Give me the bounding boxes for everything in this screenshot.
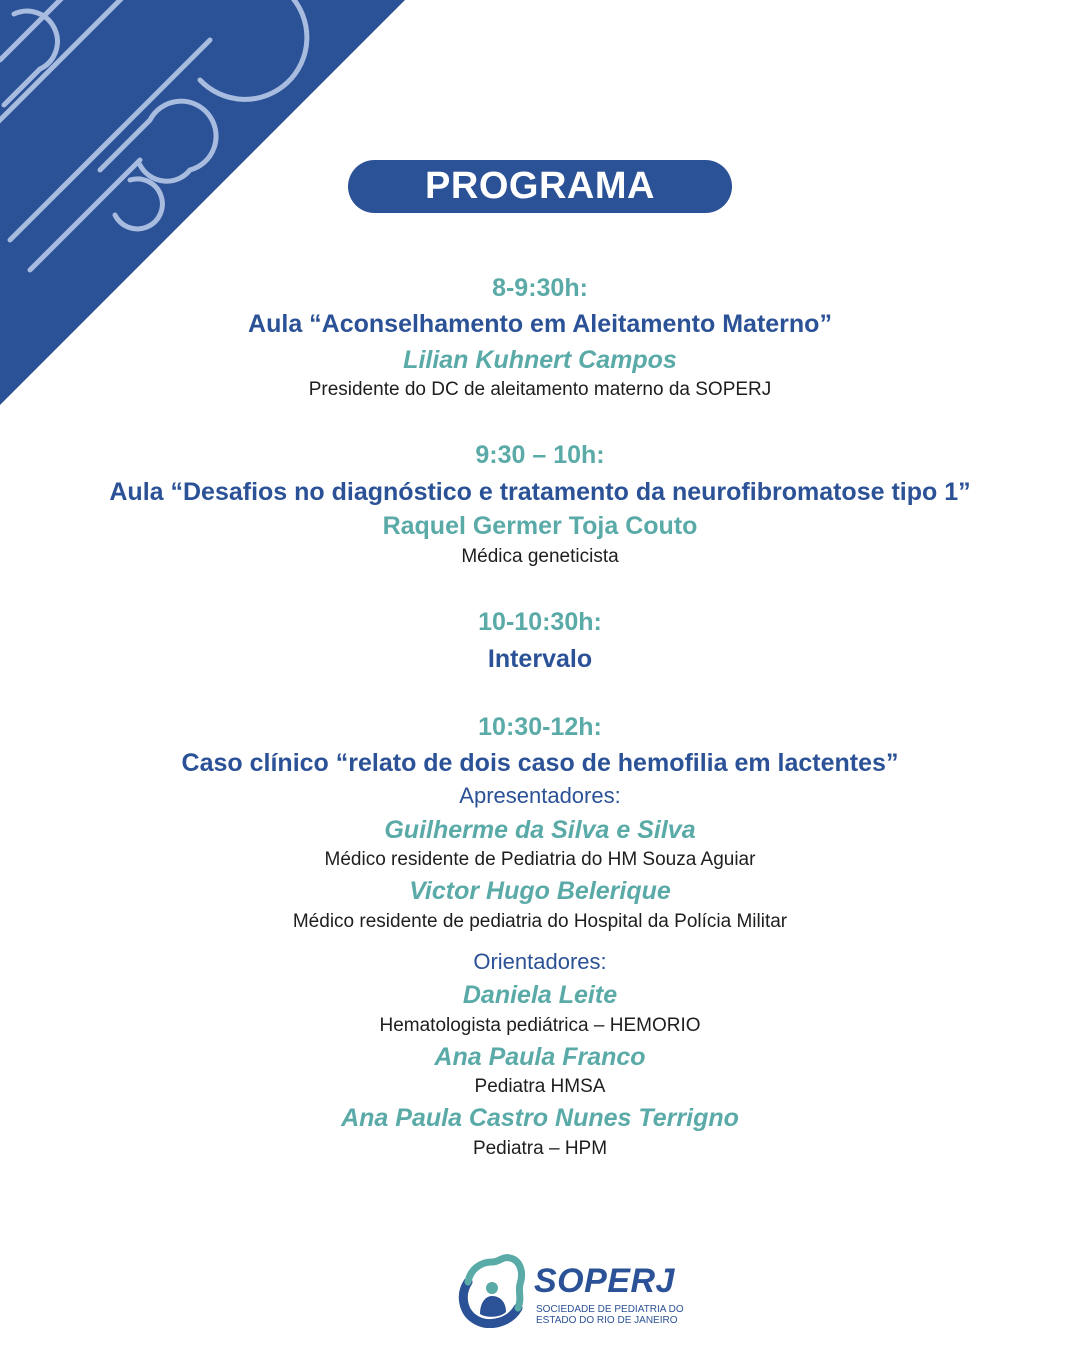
advisor-3-name: Ana Paula Castro Nunes Terrigno — [341, 1104, 739, 1132]
presenters-label: Apresentadores: — [459, 783, 621, 808]
session-2-title: Aula “Desafios no diagnóstico e tratamento da neurofibromatose tipo 1” — [109, 478, 971, 506]
logo-wordmark: SOPERJ — [534, 1262, 675, 1300]
presenter-1-name: Guilherme da Silva e Silva — [384, 816, 696, 844]
session-2-time: 9:30 – 10h: — [475, 441, 605, 469]
session-1-time: 8-9:30h: — [492, 274, 588, 302]
session-1-title: Aula “Aconselhamento em Aleitamento Materno” — [248, 310, 832, 338]
soperj-logo — [456, 1252, 684, 1332]
session-2-speaker-name: Raquel Germer Toja Couto — [382, 512, 698, 540]
soperj-logo-icon — [456, 1252, 526, 1328]
session-3-title: Intervalo — [487, 645, 593, 673]
advisor-1-role: Hematologista pediátrica – HEMORIO — [379, 1015, 701, 1036]
advisor-2-name: Ana Paula Franco — [434, 1043, 646, 1071]
advisor-1-name: Daniela Leite — [462, 981, 618, 1009]
advisor-2-role: Pediatra HMSA — [474, 1076, 606, 1097]
logo-subtitle-line-2: ESTADO DO RIO DE JANEIRO — [536, 1315, 678, 1326]
session-1-speaker-role: Presidente do DC de aleitamento materno da SOPERJ — [308, 379, 772, 400]
presenter-2-name: Victor Hugo Belerique — [409, 877, 671, 905]
session-4-time: 10:30-12h: — [478, 713, 602, 741]
presenter-1-role: Médico residente de Pediatria do HM Souza Aguiar — [324, 849, 756, 870]
session-3-time: 10-10:30h: — [478, 608, 602, 636]
session-4-title: Caso clínico “relato de dois caso de hemofilia em lactentes” — [181, 749, 899, 777]
session-1-speaker-name: Lilian Kuhnert Campos — [403, 346, 677, 374]
session-2-speaker-role: Médica geneticista — [461, 546, 619, 567]
advisor-3-role: Pediatra – HPM — [472, 1138, 608, 1159]
logo-subtitle-line-1: SOCIEDADE DE PEDIATRIA DO — [536, 1304, 684, 1315]
program-title: PROGRAMA — [348, 160, 732, 213]
presenter-2-role: Médico residente de pediatria do Hospital da Polícia Militar — [292, 911, 788, 932]
advisors-label: Orientadores: — [473, 949, 607, 974]
